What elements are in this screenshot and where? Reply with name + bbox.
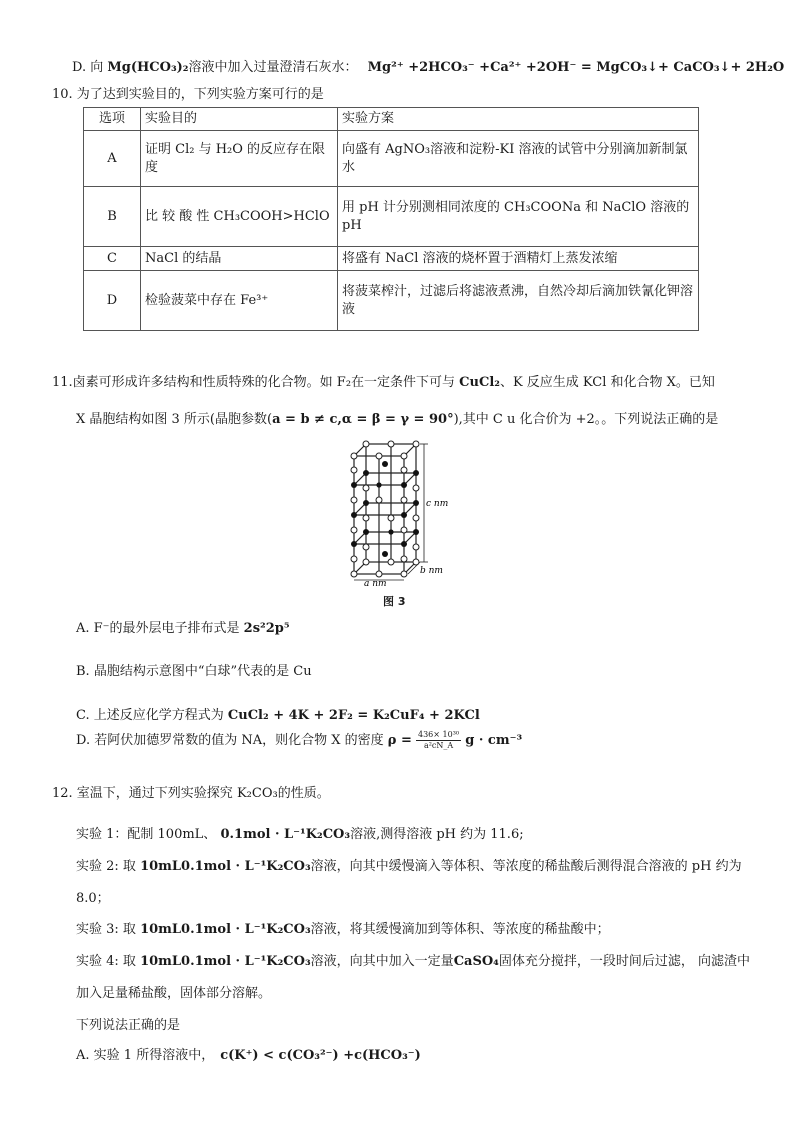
q9-option-d <box>72 59 784 77</box>
q12-exp4 <box>76 953 750 971</box>
row-goal: NaCl 的结晶 <box>141 247 338 271</box>
q11-stem-c: 、K 反应生成 KCl 和化合物 X。已知 <box>499 375 715 390</box>
q12-exp2 <box>76 858 742 876</box>
q11-d-rho: ρ = <box>387 733 412 748</box>
exp3-c: 溶液，将其缓慢滴加到等体积、等浓度的稀盐酸中； <box>310 922 610 937</box>
q11-d-unit: g · cm⁻³ <box>465 733 523 748</box>
exp2-c: 溶液，向其中缓慢滴入等体积、等浓度的稀盐酸后测得混合溶液的 pH 约为 <box>310 859 742 874</box>
q12-k2co3: K₂CO₃ <box>236 786 278 801</box>
exp2-b: 10mL0.1mol · L⁻¹K₂CO₃ <box>140 859 311 874</box>
q12-stem-c: 的性质。 <box>277 786 330 801</box>
label-a: a nm <box>364 579 387 586</box>
header-option: 选项 <box>84 108 141 131</box>
exp4-c: 溶液，向其中加入一定量 <box>310 954 454 969</box>
exp3-b: 10mL0.1mol · L⁻¹K₂CO₃ <box>140 922 311 937</box>
q9-d-prefix: D. 向 <box>72 60 108 75</box>
label-b: b nm <box>420 566 443 576</box>
q11-cucl2: CuCl₂ <box>459 375 500 390</box>
q11-stem-line2 <box>76 411 718 429</box>
row-option: C <box>84 247 141 271</box>
q12-stem-a: 12. 室温下，通过下列实验探究 <box>52 786 237 801</box>
q11-a-text: A. F⁻的最外层电子排布式是 <box>76 621 244 636</box>
exp4-a: 实验 4: 取 <box>76 954 141 969</box>
q12-exp1 <box>76 826 524 844</box>
row-goal: 比 较 酸 性 CH₃COOH>HClO <box>141 187 338 247</box>
black-balls <box>351 461 419 557</box>
table-row <box>84 271 699 331</box>
q11-stem2-a: X 晶胞结构如图 3 所示(晶胞参数( <box>76 412 273 427</box>
fraction-denominator: a²cN_A <box>423 741 454 750</box>
q11-a-formula: 2s²2p⁵ <box>243 621 290 636</box>
crystal-cell-figure <box>334 436 464 586</box>
row-option: B <box>84 187 141 247</box>
q12-exp3 <box>76 921 610 939</box>
q11-option-d <box>76 728 522 754</box>
fraction-numerator: 436× 10³⁰ <box>418 730 460 739</box>
row-plan: 用 pH 计分别测相同浓度的 CH₃COONa 和 NaClO 溶液的 pH <box>338 187 699 247</box>
header-goal: 实验目的 <box>141 108 338 131</box>
q12-exp2-cont: 8.0； <box>76 891 110 906</box>
row-goal: 证明 Cl₂ 与 H₂O 的反应存在限度 <box>141 131 338 187</box>
table-row <box>84 247 699 271</box>
q11-option-c <box>76 707 480 725</box>
exp4-e: 固体充分搅拌，一段时间后过滤， 向滤渣中 <box>498 954 751 969</box>
exp1-a: 实验 1：配制 100mL、 <box>76 827 221 842</box>
exp1-c: 溶液,测得溶液 pH 约为 11.6; <box>350 827 524 842</box>
q11-stem-a: 11.卤素可形成许多结构和性质特殊的化合物。如 F₂在一定条件下可与 <box>52 375 460 390</box>
exp3-a: 实验 3: 取 <box>76 922 141 937</box>
table-row <box>84 187 699 247</box>
q9-d-reagent: Mg(HCO₃)₂ <box>107 60 189 75</box>
header-plan: 实验方案 <box>338 108 699 131</box>
exp1-b: 0.1mol · L⁻¹K₂CO₃ <box>220 827 351 842</box>
q11-c-formula: CuCl₂ + 4K + 2F₂ = K₂CuF₄ + 2KCl <box>227 708 480 723</box>
q11-c-text: C. 上述反应化学方程式为 <box>76 708 228 723</box>
row-plan: 将菠菜榨汁，过滤后将滤液煮沸，自然冷却后滴加铁氰化钾溶液 <box>338 271 699 331</box>
density-fraction <box>416 730 461 751</box>
row-goal: 检验菠菜中存在 Fe³⁺ <box>141 271 338 331</box>
q12-ask: 下列说法正确的是 <box>76 1018 181 1033</box>
row-option: D <box>84 271 141 331</box>
q12-option-a <box>76 1047 421 1065</box>
q12-a-text: A. 实验 1 所得溶液中， <box>76 1048 215 1063</box>
q12-a-formula: c(K⁺) < c(CO₃²⁻) +c(HCO₃⁻) <box>220 1048 421 1063</box>
exp4-caso4: CaSO₄ <box>453 954 499 969</box>
figure-caption: 图 3 <box>383 595 406 608</box>
q11-stem2-c: ),其中 C u 化合价为 +2。。下列说法正确的是 <box>453 412 719 427</box>
table-row <box>84 131 699 187</box>
table-header-row <box>84 108 699 131</box>
q11-stem-line1 <box>52 374 715 392</box>
row-option: A <box>84 131 141 187</box>
exp2-a: 实验 2: 取 <box>76 859 141 874</box>
q12-stem <box>52 785 330 803</box>
row-plan: 将盛有 NaCl 溶液的烧杯置于酒精灯上蒸发浓缩 <box>338 247 699 271</box>
exp4-b: 10mL0.1mol · L⁻¹K₂CO₃ <box>140 954 311 969</box>
q9-d-text: 溶液中加入过量澄清石灰水： <box>188 60 358 75</box>
label-c: c nm <box>426 499 449 509</box>
row-plan: 向盛有 AgNO₃溶液和淀粉-KI 溶液的试管中分别滴加新制氯水 <box>338 131 699 187</box>
q11-d-text: D. 若阿伏加德罗常数的值为 NA，则化合物 X 的密度 <box>76 733 388 748</box>
q10-table <box>83 107 699 331</box>
q10-stem: 10. 为了达到实验目的，下列实验方案可行的是 <box>52 87 324 102</box>
q9-d-equation: Mg²⁺ +2HCO₃⁻ +Ca²⁺ +2OH⁻ = MgCO₃↓+ CaCO₃↓+ 2H₂O <box>367 60 785 75</box>
q11-cell-params: a = b ≠ c,α = β = γ = 90° <box>272 412 454 427</box>
q12-exp4-cont: 加入足量稀盐酸，固体部分溶解。 <box>76 986 272 1001</box>
q11-option-b: B. 晶胞结构示意图中“白球”代表的是 Cu <box>76 664 312 679</box>
q11-option-a <box>76 620 290 638</box>
